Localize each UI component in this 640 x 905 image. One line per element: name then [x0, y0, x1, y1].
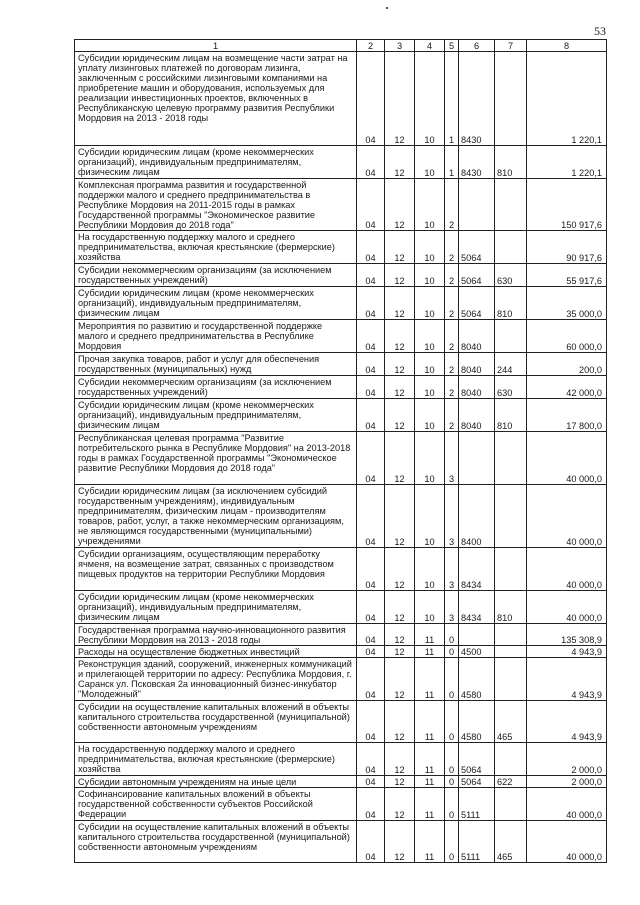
subsection-code: 12 [385, 624, 415, 646]
subprogram-code: 3 [445, 591, 459, 624]
amount-value: 150 917,6 [527, 179, 607, 231]
subprogram-code: 0 [445, 821, 459, 863]
row-description: Субсидии юридическим лицам (кроме некоммерческих организаций), индивидуальным предпринимателям, физическим лицам [75, 146, 357, 179]
amount-value: 200,0 [527, 353, 607, 376]
amount-value: 90 917,6 [527, 231, 607, 264]
expense-type-code: 622 [495, 776, 527, 788]
amount-value: 35 000,0 [527, 287, 607, 320]
program-code: 11 [415, 743, 445, 776]
header-cell: 5 [445, 40, 459, 52]
section-code: 04 [357, 146, 385, 179]
row-description: Реконструкция зданий, сооружений, инженерных коммуникаций и прилегающей территории по адресу: Республика Мордовия, г. Саранск ул. Псковская 2а инновационный бизнес-инкубатор "Молодежный" [75, 658, 357, 701]
table-row [75, 591, 607, 624]
program-code: 10 [415, 52, 445, 146]
section-code: 04 [357, 320, 385, 353]
row-description: Комплексная программа развития и государственной поддержки малого и среднего предпринимательства в Республике Мордовия на 2011-2015 годы в рамках Государственной программы "Экономическое развитие Республики Мордовия до 2018 года" [75, 179, 357, 231]
subsection-code: 12 [385, 287, 415, 320]
scan-mark [386, 7, 388, 9]
section-code: 04 [357, 624, 385, 646]
expense-type-code: 630 [495, 264, 527, 287]
table-row [75, 287, 607, 320]
subsection-code: 12 [385, 52, 415, 146]
section-code: 04 [357, 353, 385, 376]
expense-type-code: 465 [495, 701, 527, 743]
row-description: Государственная программа научно-инновационного развития Республики Мордовия на 2013 - 2018 годы [75, 624, 357, 646]
article-code: 5111 [459, 821, 495, 863]
article-code: 8040 [459, 376, 495, 399]
section-code: 04 [357, 399, 385, 432]
row-description: Субсидии некоммерческим организациям (за исключением государственных учреждений) [75, 376, 357, 399]
program-code: 10 [415, 432, 445, 485]
header-cell: 8 [527, 40, 607, 52]
expense-type-code [495, 432, 527, 485]
table-row [75, 52, 607, 146]
table-row [75, 432, 607, 485]
header-cell: 4 [415, 40, 445, 52]
article-code [459, 624, 495, 646]
article-code: 8400 [459, 485, 495, 548]
row-description: Республиканская целевая программа "Развитие потребительского рынка в Республике Мордовия" на 2013-2018 годы в рамках Государственной программы "Экономическое развитие Республики Мордовия до 2018 года" [75, 432, 357, 485]
subsection-code: 12 [385, 146, 415, 179]
subsection-code: 12 [385, 399, 415, 432]
section-code: 04 [357, 432, 385, 485]
row-description: Субсидии некоммерческим организациям (за исключением государственных учреждений) [75, 264, 357, 287]
amount-value: 60 000,0 [527, 320, 607, 353]
article-code: 5064 [459, 287, 495, 320]
table-row [75, 320, 607, 353]
program-code: 11 [415, 646, 445, 658]
program-code: 10 [415, 353, 445, 376]
article-code: 8434 [459, 591, 495, 624]
subprogram-code: 1 [445, 52, 459, 146]
article-code: 8430 [459, 52, 495, 146]
page-number: 53 [594, 24, 606, 38]
expense-type-code [495, 624, 527, 646]
expense-type-code: 810 [495, 399, 527, 432]
article-code: 4580 [459, 658, 495, 701]
row-description: Субсидии автономным учреждениям на иные цели [75, 776, 357, 788]
row-description: Субсидии на осуществление капитальных вложений в объекты капитального строительства государственной (муниципальной) собственности автономным учреждениям [75, 701, 357, 743]
program-code: 10 [415, 179, 445, 231]
program-code: 11 [415, 821, 445, 863]
table-row [75, 743, 607, 776]
header-cell: 3 [385, 40, 415, 52]
subprogram-code: 0 [445, 646, 459, 658]
article-code: 8040 [459, 353, 495, 376]
amount-value: 4 943,9 [527, 701, 607, 743]
amount-value: 2 000,0 [527, 776, 607, 788]
subsection-code: 12 [385, 788, 415, 821]
subprogram-code: 2 [445, 399, 459, 432]
program-code: 10 [415, 231, 445, 264]
table-row [75, 179, 607, 231]
subprogram-code: 2 [445, 353, 459, 376]
article-code [459, 432, 495, 485]
section-code: 04 [357, 179, 385, 231]
subprogram-code: 2 [445, 320, 459, 353]
program-code: 11 [415, 658, 445, 701]
table-row [75, 646, 607, 658]
expense-type-code: 810 [495, 146, 527, 179]
subsection-code: 12 [385, 646, 415, 658]
section-code: 04 [357, 788, 385, 821]
section-code: 04 [357, 287, 385, 320]
subprogram-code: 0 [445, 776, 459, 788]
budget-table [74, 39, 607, 863]
amount-value: 40 000,0 [527, 548, 607, 591]
subsection-code: 12 [385, 485, 415, 548]
section-code: 04 [357, 646, 385, 658]
subsection-code: 12 [385, 320, 415, 353]
expense-type-code [495, 743, 527, 776]
section-code: 04 [357, 548, 385, 591]
subprogram-code: 0 [445, 743, 459, 776]
table-row [75, 264, 607, 287]
subsection-code: 12 [385, 432, 415, 485]
subsection-code: 12 [385, 353, 415, 376]
program-code: 11 [415, 776, 445, 788]
program-code: 11 [415, 701, 445, 743]
row-description: Мероприятия по развитию и государственной поддержке малого и среднего предпринимательства в Республике Мордовия [75, 320, 357, 353]
program-code: 10 [415, 287, 445, 320]
table-row [75, 776, 607, 788]
table-row [75, 485, 607, 548]
amount-value: 40 000,0 [527, 821, 607, 863]
expense-type-code [495, 231, 527, 264]
subprogram-code: 2 [445, 264, 459, 287]
amount-value: 1 220,1 [527, 146, 607, 179]
row-description: Прочая закупка товаров, работ и услуг для обеспечения государственных (муниципальных) нужд [75, 353, 357, 376]
amount-value: 4 943,9 [527, 658, 607, 701]
subsection-code: 12 [385, 376, 415, 399]
table-row [75, 231, 607, 264]
program-code: 11 [415, 788, 445, 821]
subprogram-code: 3 [445, 432, 459, 485]
article-code: 8430 [459, 146, 495, 179]
row-description: На государственную поддержку малого и среднего предпринимательства, включая крестьянские (фермерские) хозяйства [75, 231, 357, 264]
article-code: 4580 [459, 701, 495, 743]
subprogram-code: 1 [445, 146, 459, 179]
program-code: 10 [415, 485, 445, 548]
article-code: 8434 [459, 548, 495, 591]
program-code: 10 [415, 548, 445, 591]
program-code: 10 [415, 376, 445, 399]
subsection-code: 12 [385, 179, 415, 231]
subsection-code: 12 [385, 776, 415, 788]
amount-value: 1 220,1 [527, 52, 607, 146]
subprogram-code: 2 [445, 287, 459, 320]
row-description: Субсидии юридическим лицам (за исключением субсидий государственным учреждениям), индивидуальным предпринимателям, физическим лицам - производителям товаров, работ, услуг, а также некоммерческим организациям, не являющимся государственными (муниципальными) учреждениями [75, 485, 357, 548]
program-code: 10 [415, 320, 445, 353]
article-code: 5111 [459, 788, 495, 821]
article-code: 5064 [459, 776, 495, 788]
subsection-code: 12 [385, 231, 415, 264]
subprogram-code: 0 [445, 701, 459, 743]
expense-type-code: 810 [495, 287, 527, 320]
subprogram-code: 2 [445, 179, 459, 231]
header-row [75, 40, 607, 52]
program-code: 10 [415, 146, 445, 179]
row-description: Субсидии на осуществление капитальных вложений в объекты капитального строительства государственной (муниципальной) собственности автономным учреждениям [75, 821, 357, 863]
subprogram-code: 0 [445, 624, 459, 646]
row-description: Субсидии юридическим лицам (кроме некоммерческих организаций), индивидуальным предпринимателям, физическим лицам [75, 591, 357, 624]
section-code: 04 [357, 776, 385, 788]
program-code: 10 [415, 591, 445, 624]
section-code: 04 [357, 821, 385, 863]
article-code: 5064 [459, 743, 495, 776]
table-row [75, 353, 607, 376]
header-cell: 2 [357, 40, 385, 52]
article-code: 5064 [459, 231, 495, 264]
subprogram-code: 0 [445, 658, 459, 701]
amount-value: 17 800,0 [527, 399, 607, 432]
row-description: На государственную поддержку малого и среднего предпринимательства, включая крестьянские (фермерские) хозяйства [75, 743, 357, 776]
table-row [75, 399, 607, 432]
row-description: Субсидии юридическим лицам (кроме некоммерческих организаций), индивидуальным предпринимателям, физическим лицам [75, 399, 357, 432]
amount-value: 42 000,0 [527, 376, 607, 399]
subsection-code: 12 [385, 701, 415, 743]
amount-value: 40 000,0 [527, 485, 607, 548]
article-code: 8040 [459, 320, 495, 353]
expense-type-code: 465 [495, 821, 527, 863]
table-row [75, 548, 607, 591]
subprogram-code: 3 [445, 485, 459, 548]
expense-type-code [495, 52, 527, 146]
amount-value: 40 000,0 [527, 788, 607, 821]
subprogram-code: 0 [445, 788, 459, 821]
program-code: 10 [415, 264, 445, 287]
subsection-code: 12 [385, 658, 415, 701]
subprogram-code: 2 [445, 376, 459, 399]
amount-value: 135 308,9 [527, 624, 607, 646]
program-code: 11 [415, 624, 445, 646]
table-row [75, 624, 607, 646]
subsection-code: 12 [385, 264, 415, 287]
expense-type-code [495, 548, 527, 591]
table-row [75, 701, 607, 743]
row-description: Субсидии организациям, осуществляющим переработку ячменя, на возмещение затрат, связанных с производством пищевых продуктов на территории Республики Мордовия [75, 548, 357, 591]
expense-type-code [495, 179, 527, 231]
article-code: 5064 [459, 264, 495, 287]
row-description: Софинансирование капитальных вложений в объекты государственной собственности субъектов Российской Федерации [75, 788, 357, 821]
article-code: 4500 [459, 646, 495, 658]
expense-type-code: 810 [495, 591, 527, 624]
section-code: 04 [357, 485, 385, 548]
expense-type-code: 630 [495, 376, 527, 399]
article-code [459, 179, 495, 231]
table-row [75, 821, 607, 863]
amount-value: 2 000,0 [527, 743, 607, 776]
section-code: 04 [357, 658, 385, 701]
table-row [75, 658, 607, 701]
section-code: 04 [357, 264, 385, 287]
section-code: 04 [357, 231, 385, 264]
section-code: 04 [357, 701, 385, 743]
subprogram-code: 3 [445, 548, 459, 591]
expense-type-code: 244 [495, 353, 527, 376]
row-description: Расходы на осуществление бюджетных инвестиций [75, 646, 357, 658]
table-row [75, 376, 607, 399]
amount-value: 4 943,9 [527, 646, 607, 658]
subsection-code: 12 [385, 548, 415, 591]
expense-type-code [495, 658, 527, 701]
amount-value: 55 917,6 [527, 264, 607, 287]
amount-value: 40 000,0 [527, 432, 607, 485]
row-description: Субсидии юридическим лицам на возмещение части затрат на уплату лизинговых платежей по договорам лизинга, заключенным с российскими лизинговыми компаниями на приобретение машин и оборудования, используемых для реализации инвестиционных проектов, включенных в Республиканскую целевую программу развития Республики Мордовия на 2013 - 2018 годы [75, 52, 357, 146]
section-code: 04 [357, 376, 385, 399]
section-code: 04 [357, 743, 385, 776]
subprogram-code: 2 [445, 231, 459, 264]
section-code: 04 [357, 591, 385, 624]
expense-type-code [495, 646, 527, 658]
program-code: 10 [415, 399, 445, 432]
subsection-code: 12 [385, 821, 415, 863]
expense-type-code [495, 788, 527, 821]
amount-value: 40 000,0 [527, 591, 607, 624]
table-row [75, 788, 607, 821]
expense-type-code [495, 485, 527, 548]
table-row [75, 146, 607, 179]
article-code: 8040 [459, 399, 495, 432]
row-description: Субсидии юридическим лицам (кроме некоммерческих организаций), индивидуальным предпринимателям, физическим лицам [75, 287, 357, 320]
header-cell: 1 [75, 40, 357, 52]
subsection-code: 12 [385, 743, 415, 776]
section-code: 04 [357, 52, 385, 146]
header-cell: 6 [459, 40, 495, 52]
header-cell: 7 [495, 40, 527, 52]
expense-type-code [495, 320, 527, 353]
subsection-code: 12 [385, 591, 415, 624]
